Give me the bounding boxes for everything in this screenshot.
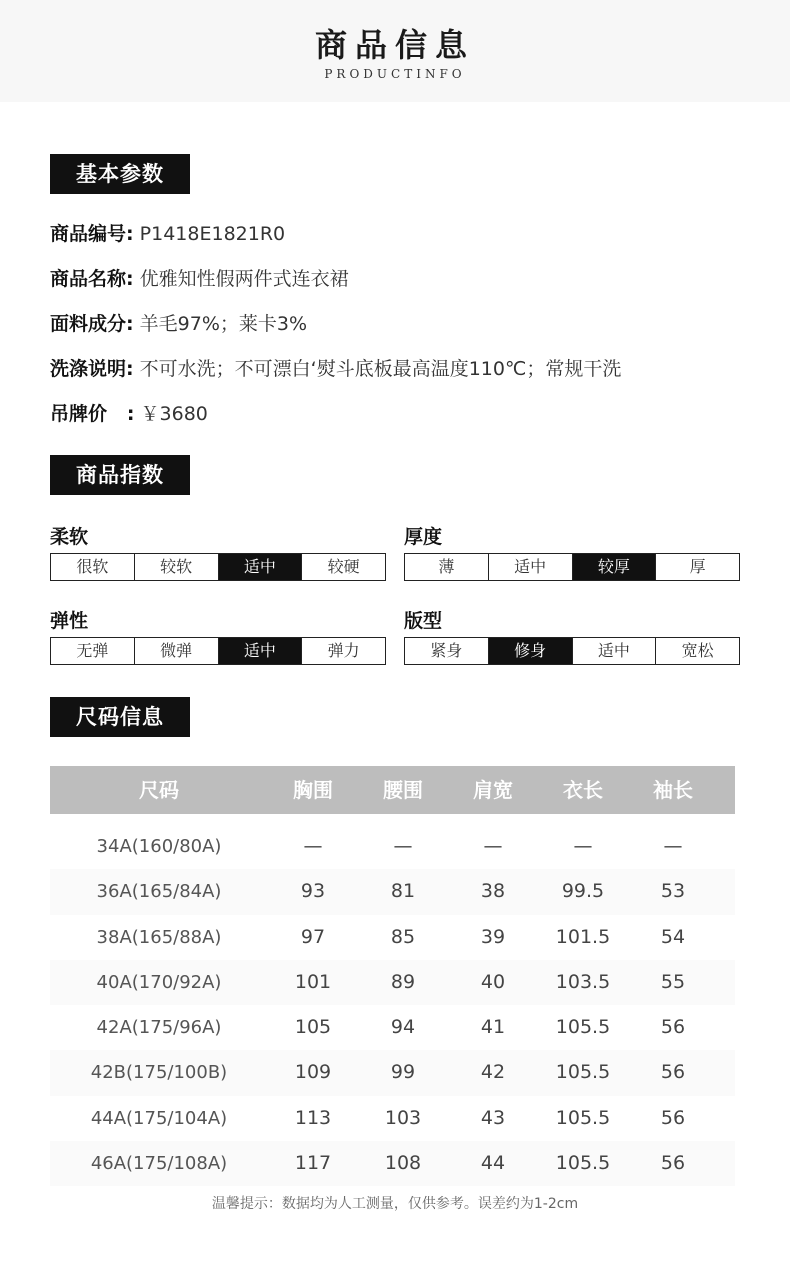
table-row (50, 824, 735, 869)
table-cell: 105.5 (555, 1016, 611, 1039)
param-sep: : (126, 268, 134, 290)
table-row (50, 1096, 735, 1141)
table-cell: 105.5 (555, 1152, 611, 1175)
index-option: 较软 (135, 554, 219, 580)
size-table (50, 766, 735, 1186)
column-header-sleeve: 袖长 (653, 778, 693, 802)
table-cell: 44 (480, 1152, 506, 1175)
table-row (50, 1050, 735, 1095)
table-cell: 99.5 (561, 880, 605, 903)
index-option: 很软 (51, 554, 135, 580)
page-subtitle: PRODUCTINFO (324, 67, 466, 81)
size-table-header (50, 766, 735, 814)
table-cell: 39 (480, 925, 506, 948)
column-header-shoulder: 肩宽 (473, 778, 513, 802)
table-row (50, 960, 735, 1005)
table-cell: 44A(175/104A) (90, 1107, 228, 1129)
table-cell: 108 (384, 1152, 422, 1175)
index-title-thickness: 厚度 (404, 526, 443, 548)
table-cell: 109 (294, 1061, 332, 1084)
param-value: 羊毛97%；莱卡3% (139, 313, 308, 335)
table-cell: 94 (390, 1016, 416, 1039)
table-cell: 93 (300, 880, 326, 903)
table-cell: 56 (660, 1061, 686, 1084)
table-row (50, 1005, 735, 1050)
param-value: ￥3680 (140, 403, 208, 425)
index-option: 薄 (405, 554, 489, 580)
index-option: 紧身 (405, 638, 489, 664)
table-cell: 101.5 (555, 925, 611, 948)
param-label: 面料成分 (50, 313, 127, 335)
param-row-fabric (50, 309, 307, 339)
table-cell: 38 (480, 880, 506, 903)
index-title-fit: 版型 (404, 610, 443, 632)
param-value: 不可水洗；不可漂白‘熨斗底板最高温度110℃；常规干洗 (139, 358, 622, 380)
param-sep: : (126, 313, 134, 335)
table-cell: 38A(165/88A) (96, 926, 222, 948)
table-cell: 85 (390, 925, 416, 948)
table-cell: — (303, 835, 323, 857)
index-option: 宽松 (681, 641, 714, 660)
param-sep: : (126, 223, 134, 245)
column-header-waist: 腰围 (383, 778, 423, 802)
table-cell: 42A(175/96A) (96, 1017, 222, 1039)
index-scale-thickness (404, 553, 740, 581)
column-header-chest: 胸围 (293, 778, 333, 802)
param-sep: : (107, 403, 135, 425)
param-label: 商品编号 (50, 223, 127, 245)
table-cell: 36A(165/84A) (96, 881, 222, 903)
table-cell: 105.5 (555, 1106, 611, 1129)
table-cell: 40 (480, 970, 506, 993)
size-footnote: 温馨提示：数据均为人工测量，仅供参考。误差约为1-2cm (211, 1196, 579, 1212)
table-cell: 46A(175/108A) (90, 1153, 228, 1175)
table-cell: 54 (660, 925, 686, 948)
index-option-selected: 修身 (489, 638, 573, 664)
table-cell: 97 (300, 925, 326, 948)
index-option-selected: 适中 (219, 554, 303, 580)
param-label: 洗涤说明 (50, 358, 127, 380)
table-cell: 101 (294, 970, 332, 993)
table-cell: 56 (660, 1016, 686, 1039)
table-cell: 105.5 (555, 1061, 611, 1084)
param-value: P1418E1821R0 (139, 223, 286, 245)
table-cell: — (483, 835, 503, 857)
index-option: 适中 (489, 554, 573, 580)
table-cell: 56 (660, 1152, 686, 1175)
index-option: 无弹 (51, 638, 135, 664)
table-cell: — (393, 835, 413, 857)
index-option: 弹力 (327, 641, 360, 660)
index-option: 厚 (689, 557, 706, 576)
table-cell: 55 (660, 970, 686, 993)
table-cell: 53 (660, 880, 686, 903)
table-cell: 81 (390, 880, 416, 903)
index-option: 适中 (573, 638, 657, 664)
table-cell: 103.5 (555, 970, 611, 993)
table-row (50, 869, 735, 914)
table-row (50, 1141, 735, 1186)
table-cell: 117 (294, 1152, 332, 1175)
param-label: 商品名称 (50, 268, 127, 290)
param-row-name (50, 264, 349, 294)
index-title-elasticity: 弹性 (50, 610, 89, 632)
table-cell: 34A(160/80A) (96, 836, 222, 857)
param-row-washing (50, 354, 621, 384)
index-option-selected: 较厚 (573, 554, 657, 580)
column-header-length: 衣长 (563, 778, 603, 802)
page-header (0, 0, 790, 102)
index-scale-fit (404, 637, 740, 665)
section-product-index: 商品指数 (50, 455, 190, 495)
param-row-code (50, 219, 285, 249)
index-title-softness: 柔软 (50, 526, 89, 548)
section-basic-params: 基本参数 (50, 154, 190, 194)
section-size-info: 尺码信息 (50, 697, 190, 737)
table-cell: 105 (294, 1016, 332, 1039)
table-cell: 103 (384, 1106, 422, 1129)
table-cell: 42B(175/100B) (90, 1062, 228, 1084)
param-sep: : (126, 358, 134, 380)
table-cell: 43 (480, 1106, 506, 1129)
index-scale-elasticity (50, 637, 386, 665)
page-title: 商品信息 (314, 26, 475, 64)
table-cell: 99 (390, 1061, 416, 1084)
table-cell: 42 (480, 1061, 506, 1084)
param-label: 吊牌价 (50, 403, 108, 425)
size-table-body (50, 824, 735, 1186)
table-row (50, 915, 735, 960)
index-option-selected: 适中 (219, 638, 303, 664)
table-cell: 56 (660, 1106, 686, 1129)
param-row-price (50, 399, 208, 429)
table-cell: 40A(170/92A) (96, 971, 222, 993)
table-cell: — (573, 835, 593, 857)
table-cell: — (663, 835, 683, 857)
index-option: 较硬 (327, 557, 360, 576)
column-header-size: 尺码 (139, 778, 179, 802)
table-cell: 113 (294, 1106, 332, 1129)
table-cell: 89 (390, 970, 416, 993)
index-option: 微弹 (135, 638, 219, 664)
index-scale-softness (50, 553, 386, 581)
table-cell: 41 (480, 1016, 506, 1039)
param-value: 优雅知性假两件式连衣裙 (139, 268, 349, 290)
